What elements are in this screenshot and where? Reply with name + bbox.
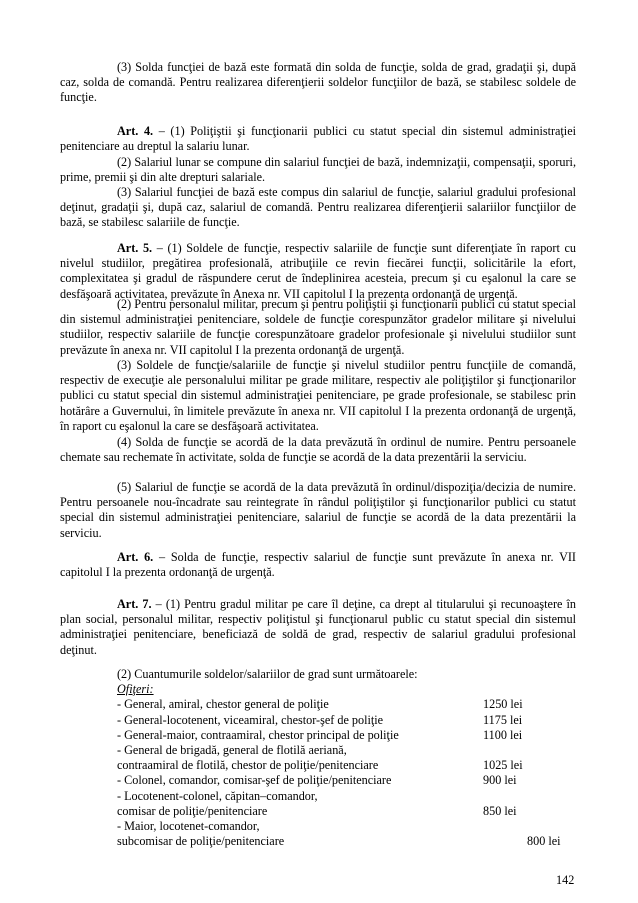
article-heading: Art. 4. [117, 124, 154, 138]
list-item: - Colonel, comandor, comisar-şef de poliţie/penitenciare 900 lei [117, 773, 517, 788]
list-item: contraamiral de flotilă, chestor de poliţie/penitenciare 1025 lei [117, 758, 523, 773]
paragraph: (4) Solda de funcţie se acordă de la data prevăzută în ordinul de numire. Pentru persoanele chemate sau rechemate în activitate, solda de funcţie se acordă de la data prezentării la serviciu. [60, 435, 576, 465]
paragraph: (2) Pentru personalul militar, precum şi pentru poliţiştii şi funcţionarii publici cu statut special din sistemul administraţiei penitenciare, soldele de funcţie corespunzător gradelor militare şi nivelului studiilor, respectiv salariile de funcţie corespunzătoare gradelor profesionale şi nivelului studiilor sunt prevăzute în anexa nr. VII capitolul I la prezenta ordonanţă de urgenţă. [60, 297, 576, 357]
list-item: - General, amiral, chestor general de poliţie 1250 lei [117, 697, 523, 712]
list-item: - General-locotenent, viceamiral, chestor-şef de poliţie 1175 lei [117, 712, 523, 727]
article-heading: Art. 6. [117, 550, 154, 564]
article-4-paragraph: Art. 4. – (1) Poliţiştii şi funcţionarii publici cu statut special din sistemul administraţiei penitenciare au dreptul la salariu lunar. [60, 124, 576, 154]
list-intro: (2) Cuantumurile soldelor/salariilor de grad sunt următoarele: [117, 667, 418, 681]
paragraph: (2) Salariul lunar se compune din salariul funcţiei de bază, indemnizaţii, compensaţii, sporuri, prime, premii şi din alte drepturi salariale. [60, 155, 576, 185]
article-5-paragraph: Art. 5. – (1) Soldele de funcţie, respectiv salariile de funcţie sunt diferenţiate în raport cu nivelul studiilor, pregătirea profesională, atribuţiile ce revin fiecărei funcţii, solicitările la efort, complexitatea şi gradul de răspundere cerut de îndeplinirea acesteia, precum şi cu eşalonul la care se desfăşoară activitatea, prevăzute în Anexa nr. VII capitolul I la prezenta ordonanţă de urgenţă. [60, 241, 576, 301]
list-category: Ofiţeri: [117, 682, 154, 697]
list-item: - Maior, locotenet-comandor, [117, 818, 260, 833]
paragraph: (3) Salariul funcţiei de bază este compus din salariul de funcţie, salariul gradului profesional deţinut, gradaţii şi, după caz, salariul de comandă. Pentru realizarea diferenţierii salariilor funcţiilor de bază, se stabilesc salariile de funcţie. [60, 185, 576, 230]
list-item: - Locotenent-colonel, căpitan–comandor, [117, 788, 318, 803]
page-number: 142 [556, 873, 575, 887]
article-6-paragraph: Art. 6. – Solda de funcţie, respectiv salariul de funcţie sunt prevăzute în anexa nr. VII capitolul I la prezenta ordonanţă de urgenţă. [60, 550, 576, 580]
list-item: comisar de poliţie/penitenciare 850 lei [117, 803, 517, 818]
list-item: subcomisar de poliţie/penitenciare 800 lei [117, 834, 561, 849]
article-7-paragraph: Art. 7. – (1) Pentru gradul militar pe care îl deţine, ca drept al titularului şi recunoaştere în plan social, personalul militar, respectiv poliţistul şi funcţionarul public cu statut special din sistemul administraţiei penitenciare, beneficiază de soldă de grad, respectiv de salariul gradului profesional deţinut. [60, 597, 576, 657]
paragraph: (3) Soldele de funcţie/salariile de funcţie şi nivelul studiilor pentru funcţiile de comandă, respectiv de execuţie ale personalului militar pe grade militare, respectiv ale poliţiştilor şi funcţionarilor publici cu statut special din sistemul administraţiei penitenciare, pe grade profesionale, se stabilesc prin hotărâre a Guvernului, în limitele prevăzute în anexa nr. VII capitolul I la prezenta ordonanţă de urgenţă, în raport cu eşalonul la care se desfăşoară activitatea. [60, 358, 576, 433]
article-heading: Art. 5. [117, 241, 153, 255]
list-item: - General-maior, contraamiral, chestor principal de poliţie 1100 lei [117, 727, 523, 742]
paragraph: (3) Solda funcţiei de bază este formată din solda de funcţie, solda de grad, gradaţii şi, după caz, solda de comandă. Pentru realizarea diferenţierii soldelor funcţiilor de bază, se stabilesc soldele de funcţie. [60, 60, 576, 105]
article-heading: Art. 7. [117, 597, 152, 611]
paragraph: (5) Salariul de funcţie se acordă de la data prevăzută în ordinul/dispoziţia/decizia de numire. Pentru persoanele nou-încadrate sau reintegrate în rândul poliţiştilor şi funcţionarilor publici cu statut special din sistemul administraţiei penitenciare, salariul de funcţie se acordă de la data prezentării la serviciu. [60, 480, 576, 540]
list-item: - General de brigadă, general de flotilă aeriană, [117, 742, 347, 757]
rank-salary-list [117, 667, 577, 849]
